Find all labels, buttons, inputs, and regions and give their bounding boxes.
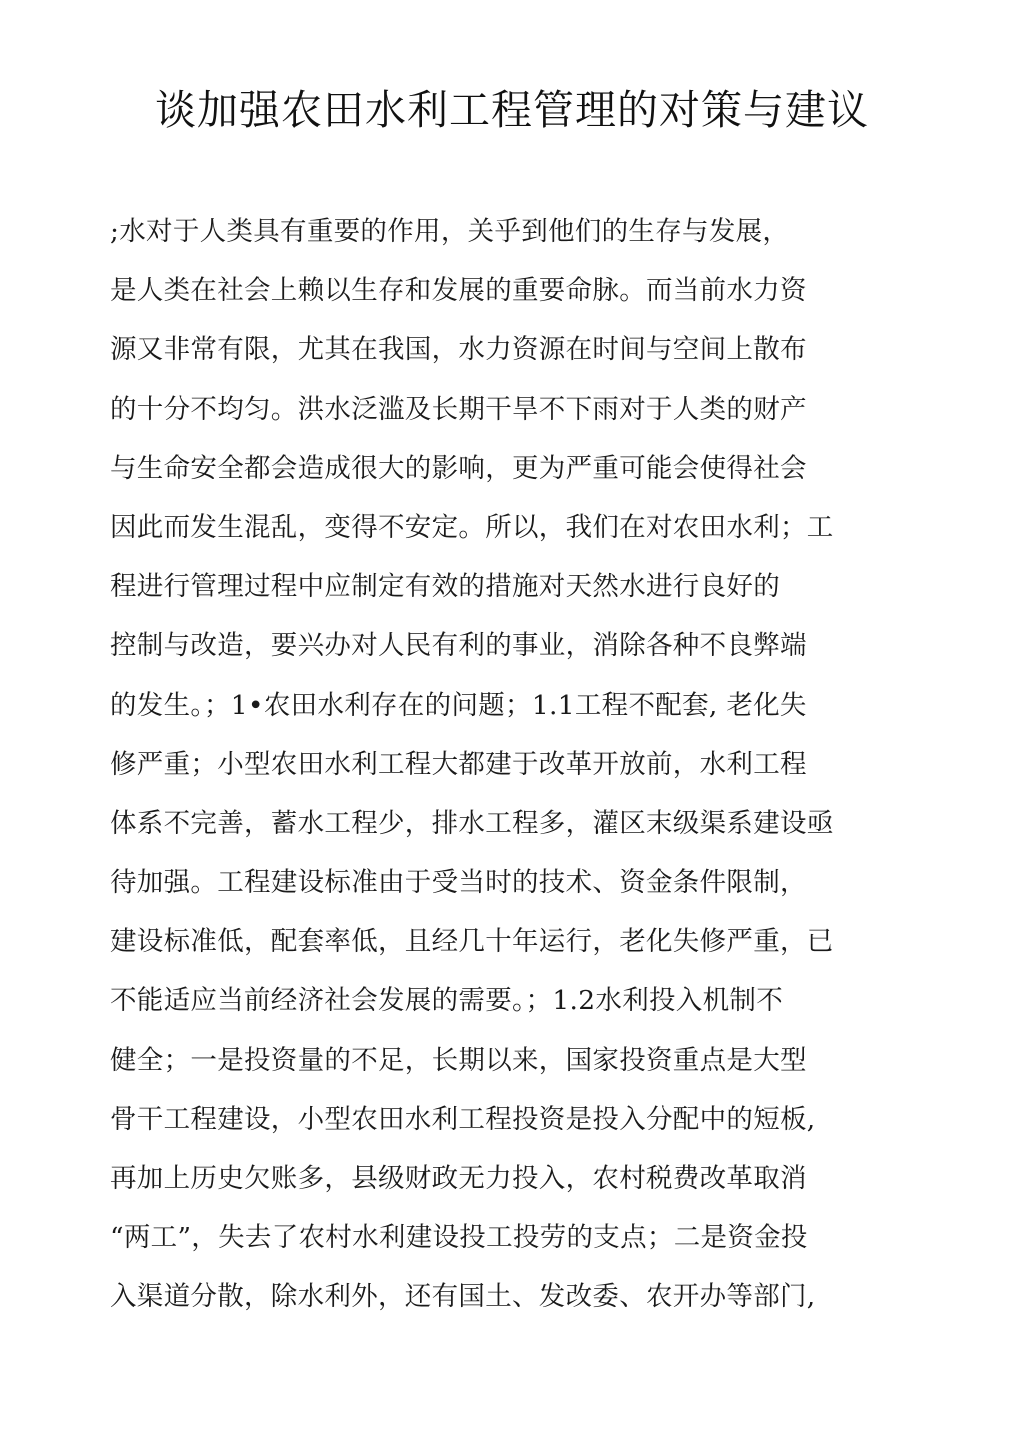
paragraph-line-6: 因此而发生混乱，变得不安定。所以，我们在对农田水利；工: [110, 511, 834, 543]
paragraph-line-10: 修严重；小型农田水利工程大都建于改革开放前，水利工程: [110, 748, 807, 780]
paragraph-line-14: 不能适应当前经济社会发展的需要。；1.2水利投入机制不: [110, 985, 783, 1017]
paragraph-line-15: 健全；一是投资量的不足，长期以来，国家投资重点是大型: [110, 1044, 807, 1076]
paragraph-line-18: “两工”，失去了农村水利建设投工投劳的支点；二是资金投: [110, 1222, 808, 1254]
paragraph-line-12: 待加强。工程建设标准由于受当时的技术、资金条件限制，: [110, 867, 807, 899]
paragraph-line-11: 体系不完善，蓄水工程少，排水工程多，灌区末级渠系建设亟: [110, 807, 834, 839]
document-body: [110, 202, 890, 1327]
paragraph-line-17: 再加上历史欠账多，县级财政无力投入，农村税费改革取消: [110, 1163, 807, 1194]
paragraph-line-13: 建设标准低，配套率低，且经几十年运行，老化失修严重，已: [110, 926, 834, 958]
paragraph-line-16: 骨干工程建设，小型农田水利工程投资是投入分配中的短板,: [110, 1103, 816, 1135]
paragraph-line-5: 与生命安全都会造成很大的影响，更为严重可能会使得社会: [110, 452, 807, 484]
paragraph-line-3: 源又非常有限，尤其在我国，水力资源在时间与空间上散布: [110, 334, 807, 366]
paragraph-line-2: 是人类在社会上赖以生存和发展的重要命脉。而当前水力资: [110, 275, 807, 307]
paragraph-line-7: 程进行管理过程中应制定有效的措施对天然水进行良好的: [110, 571, 780, 603]
paragraph-line-9: 的发生。；1•农田水利存在的问题；1.1工程不配套, 老化失: [110, 689, 807, 721]
paragraph-line-8: 控制与改造，要兴办对人民有利的事业，消除各种不良弊端: [110, 630, 807, 662]
document-title: 谈加强农田水利工程管理的对策与建议: [155, 86, 869, 134]
paragraph-line-1: ;水对于人类具有重要的作用，关乎到他们的生存与发展，: [110, 216, 790, 247]
paragraph-line-4: 的十分不均匀。洪水泛滥及长期干旱不下雨对于人类的财产: [110, 393, 807, 425]
paragraph-line-19: 入渠道分散，除水利外，还有国土、发改委、农开办等部门,: [110, 1281, 816, 1313]
